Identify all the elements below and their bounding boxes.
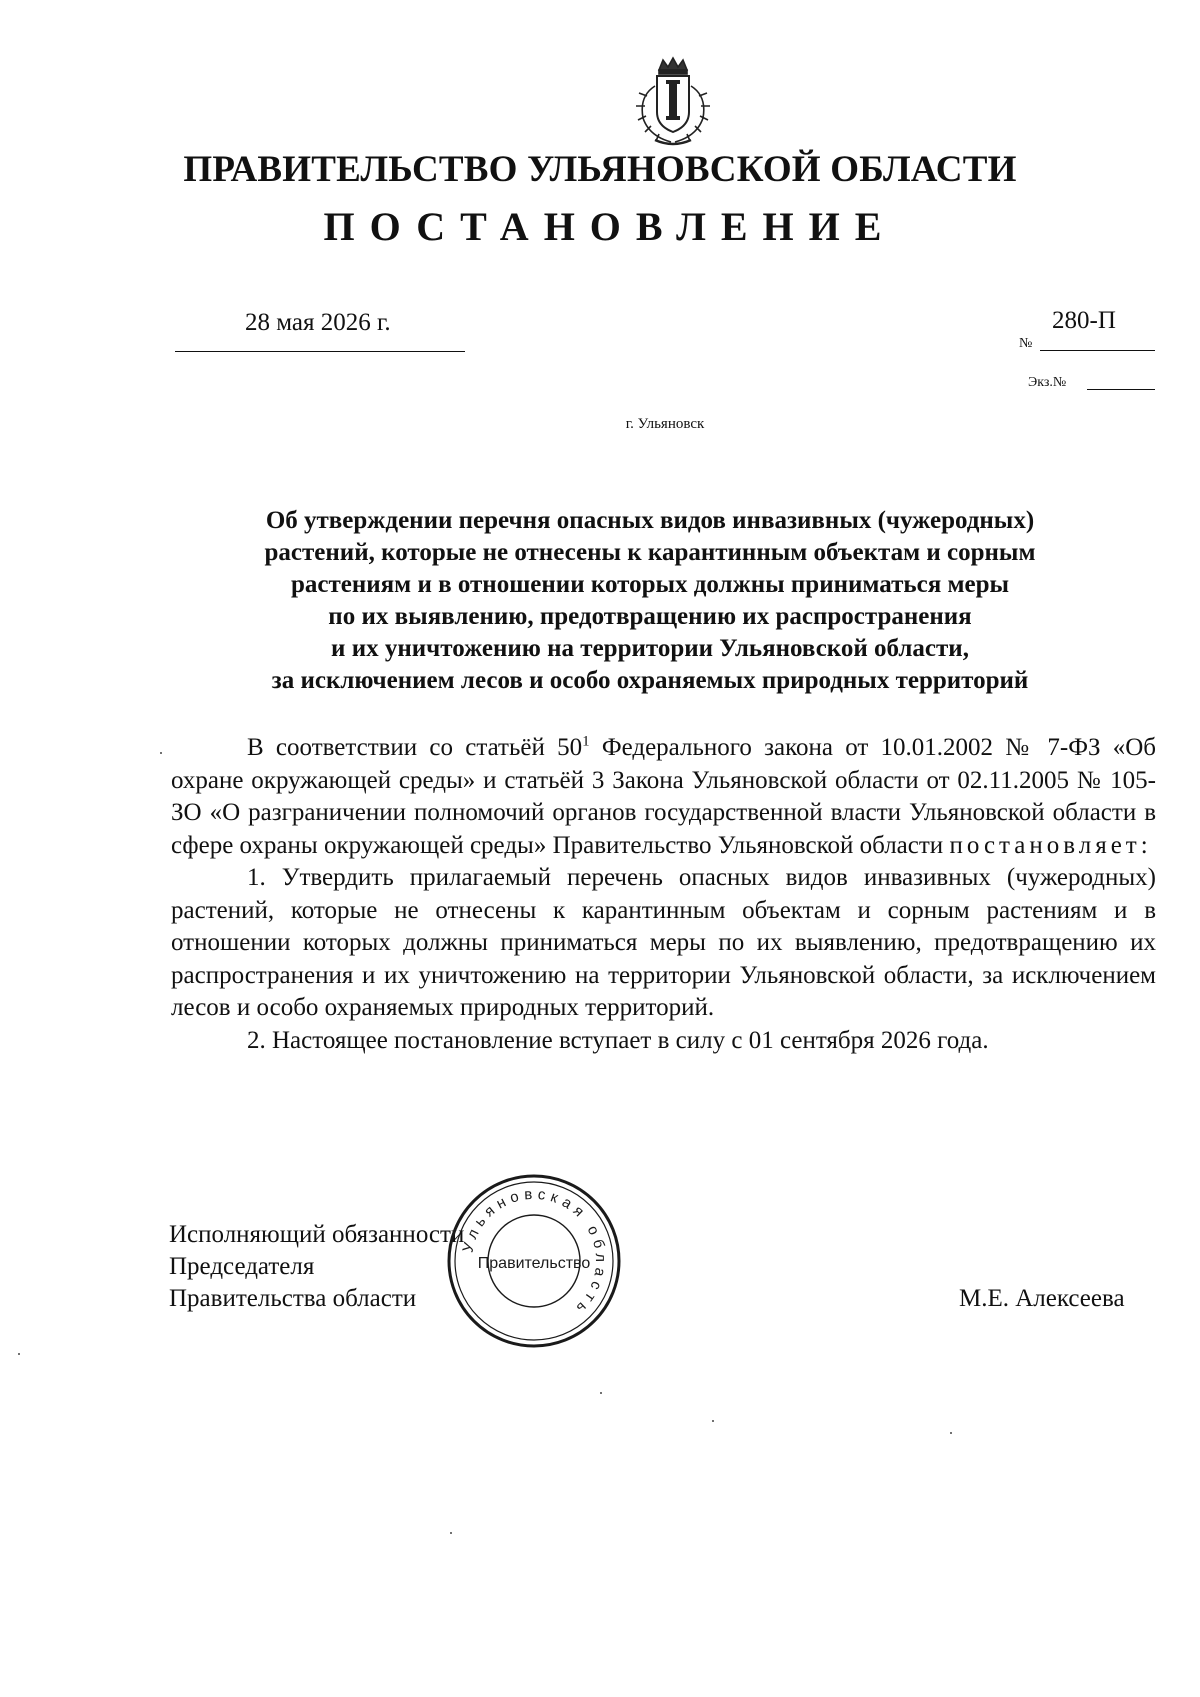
scan-speck: [950, 1432, 952, 1434]
scan-speck: [450, 1532, 452, 1534]
scan-speck: [160, 752, 162, 754]
coat-of-arms-emblem: [625, 56, 721, 150]
number-prefix: №: [1019, 336, 1033, 351]
government-name: ПРАВИТЕЛЬСТВО УЛЬЯНОВСКОЙ ОБЛАСТИ: [183, 149, 1017, 190]
seal-ring-text: Ульяновская область: [459, 1185, 610, 1320]
copy-number-underline: [1087, 389, 1155, 390]
heading-line: за исключением лесов и особо охраняемых природных территорий: [271, 667, 1029, 694]
scan-speck: [712, 1420, 714, 1422]
heading-line: по их выявлению, предотвращению их распространения: [328, 603, 972, 630]
date-underline: [175, 351, 465, 352]
svg-text:Ульяновская область: [459, 1186, 609, 1320]
document-heading: [200, 505, 1100, 697]
seal-center-text: Правительство: [477, 1255, 591, 1272]
heading-line: растениям и в отношении которых должны приниматься меры: [290, 571, 1010, 598]
document-body: [171, 732, 1156, 1057]
scan-speck: [600, 1392, 602, 1394]
preamble-text-middle: Федерального закона от 10.01.2002 № 7-ФЗ «Об охране окружающей среды» и статьёй 3 Закона Ульяновской области от 02.11.2005 № 105-ЗО «О разграничении полномочий органов государственной власти Ульяновской области в сфере охраны окружающей среды» Правительство Ульяновской области: [171, 734, 1156, 859]
position-line: Правительства области: [169, 1285, 417, 1312]
heading-line: Об утверждении перечня опасных видов инвазивных (чужеродных): [265, 507, 1035, 534]
position-line: Исполняющий обязанности: [169, 1221, 465, 1248]
document-number: 280-П: [1052, 307, 1116, 334]
position-line: Председателя: [169, 1253, 315, 1280]
document-city: г. Ульяновск: [625, 416, 705, 432]
resolves-word: постановляет: [949, 831, 1141, 859]
body-paragraph-item-2: 2. Настоящее постановление вступает в силу с 01 сентября 2026 года.: [247, 1026, 989, 1054]
heading-line: и их уничтожению на территории Ульяновской области,: [331, 635, 969, 662]
scan-speck: [18, 1353, 20, 1355]
copy-number-label: Экз.№: [1028, 375, 1067, 390]
preamble-text-start: В соответствии со статьёй 50: [247, 734, 583, 761]
official-seal-stamp: [446, 1173, 622, 1349]
signatory-position: [169, 1219, 464, 1315]
heading-line: растений, которые не отнесены к карантинным объектам и сорным: [264, 539, 1036, 566]
document-type: ПОСТАНОВЛЕНИЕ: [323, 204, 897, 249]
signatory-name: М.Е. Алексеева: [959, 1285, 1125, 1312]
article-superscript: 1: [582, 733, 590, 750]
document-date: 28 мая 2026 г.: [245, 309, 391, 336]
preamble-text-end: :: [1140, 831, 1148, 859]
body-paragraph-preamble: [171, 732, 1156, 862]
number-underline: [1040, 350, 1155, 351]
body-paragraph-item-1: 1. Утвердить прилагаемый перечень опасных видов инвазивных (чужеродных) растений, которые не отнесены к карантинным объектам и сорным растениям и в отношении которых должны приниматься меры по их выявлению, предотвращению их распространения и их уничтожению на территории Ульяновской области, за исключением лесов и особо охраняемых природных территорий.: [171, 864, 1156, 1021]
